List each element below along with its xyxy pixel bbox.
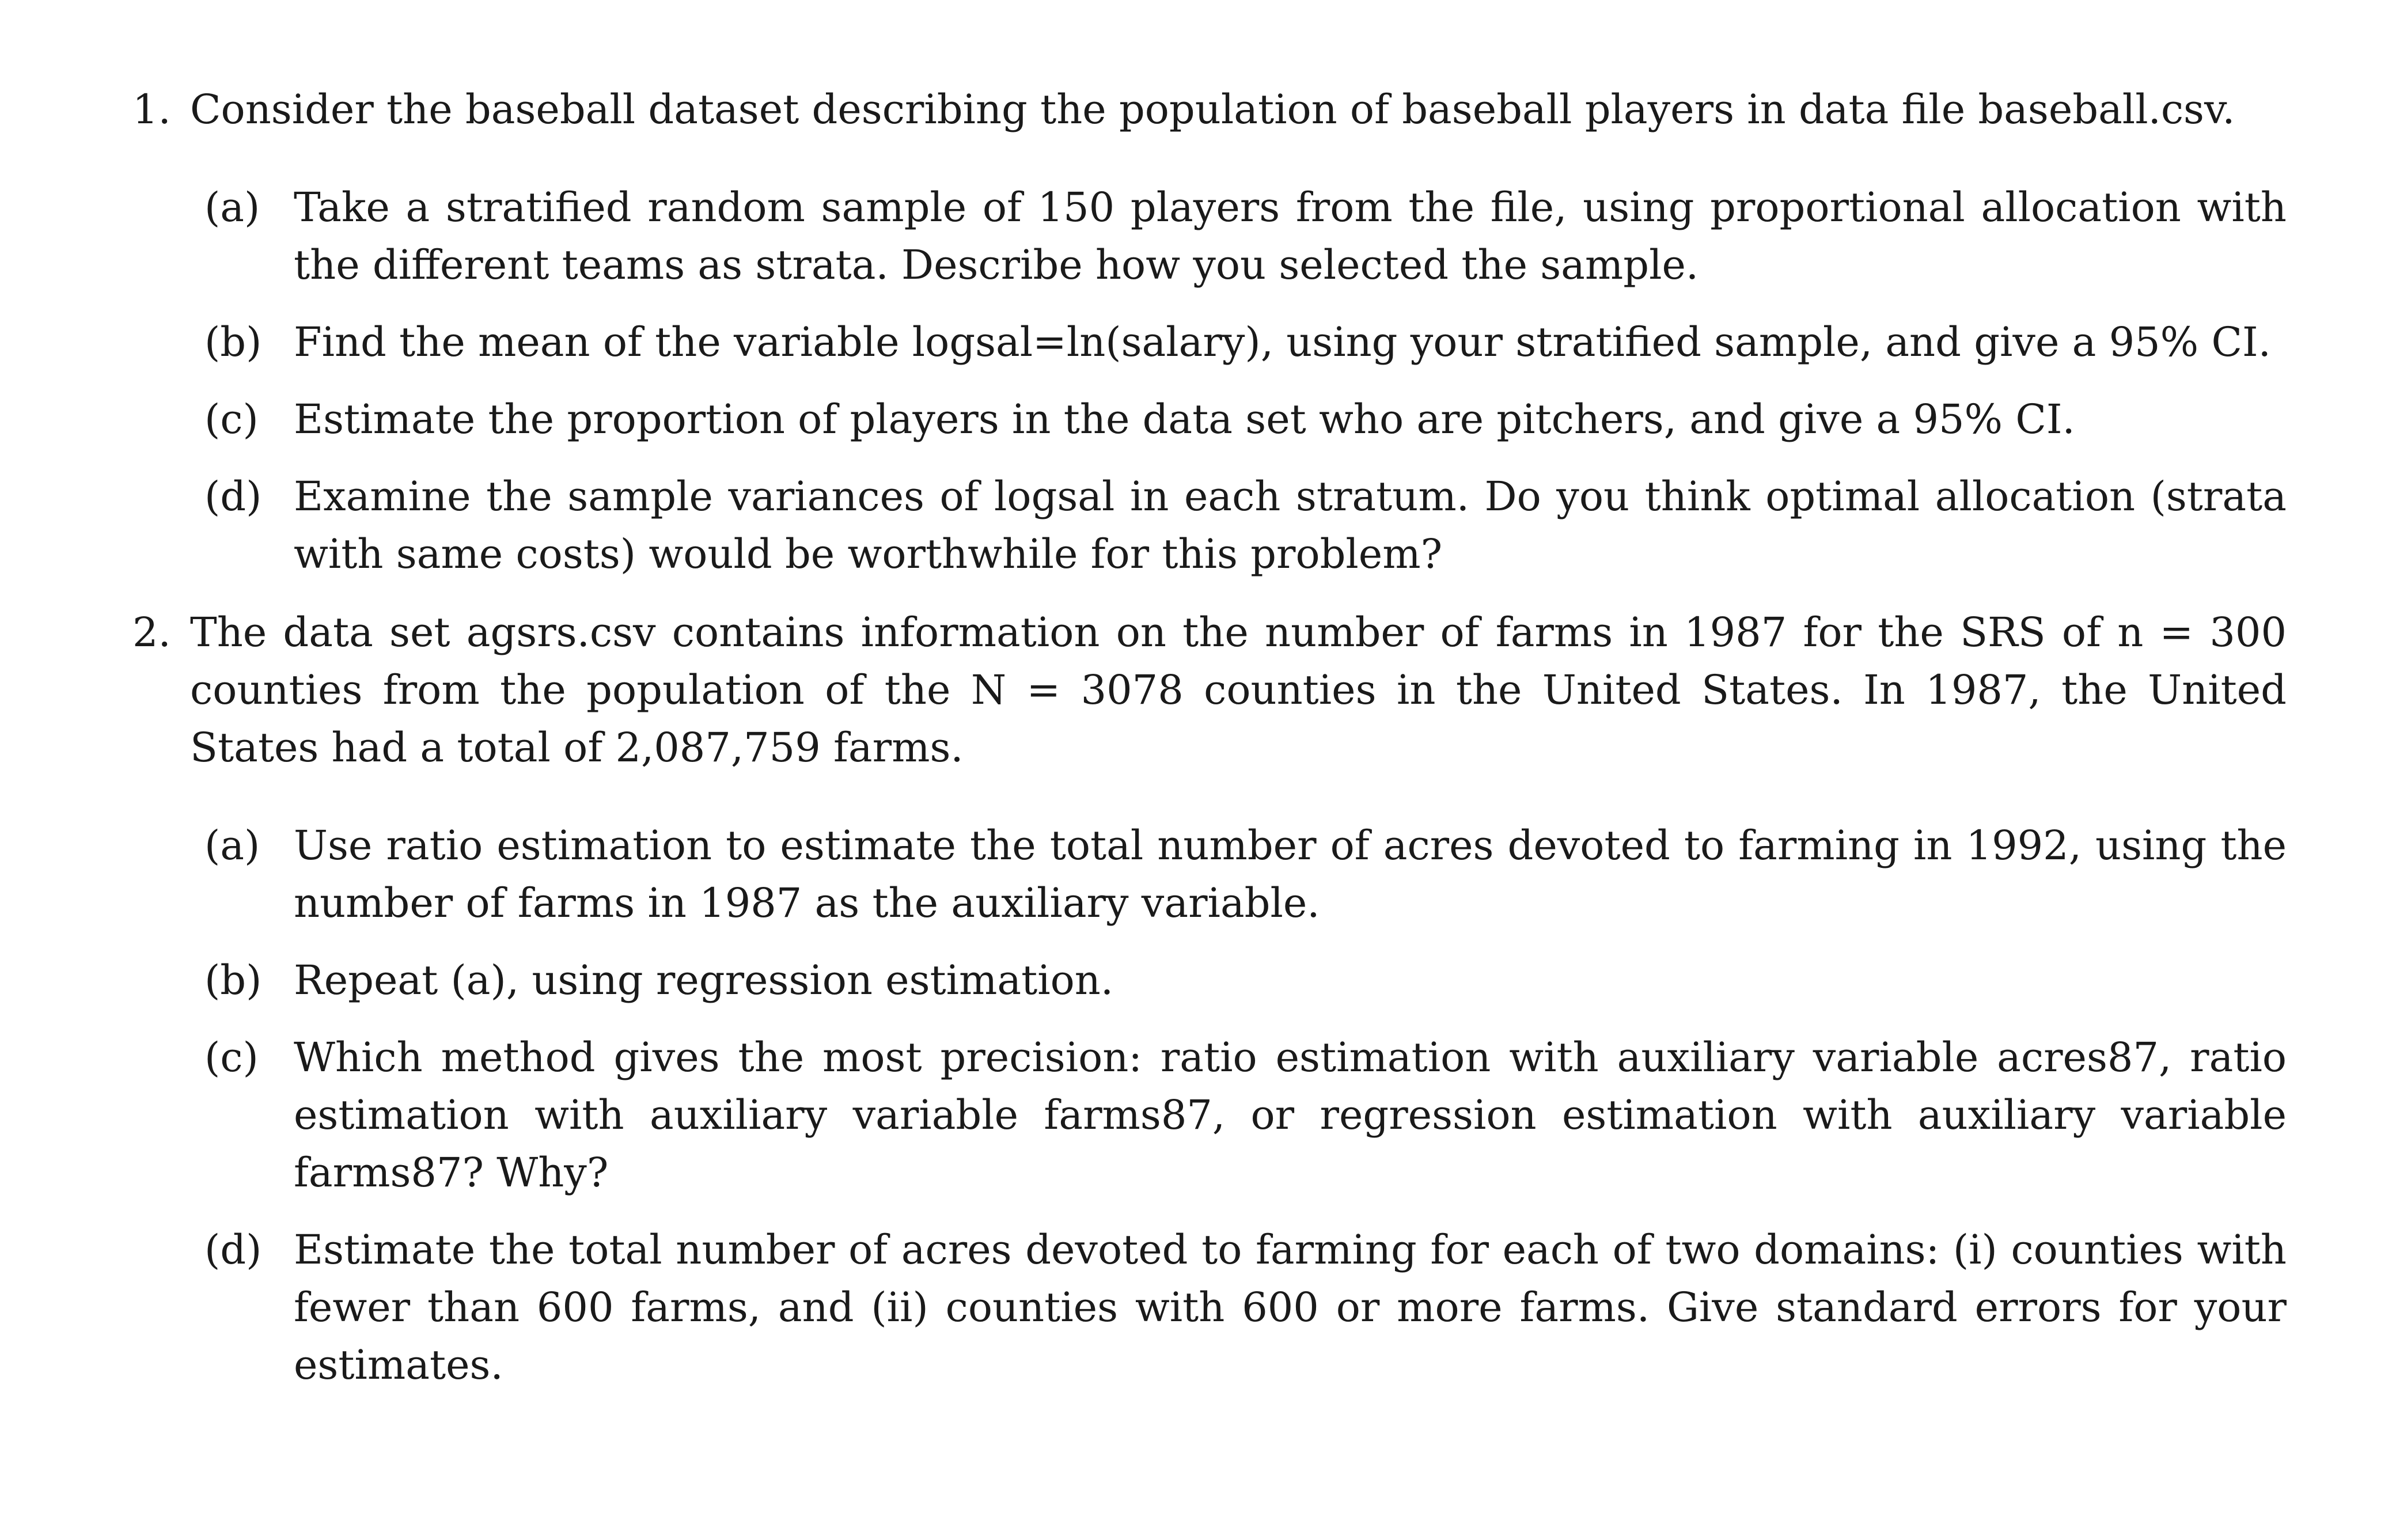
question-2-stem bbox=[132, 604, 2287, 776]
problem-set bbox=[132, 81, 2287, 1413]
part-text: Take a stratified random sample of 150 players from the file, using proportional allocation with the different teams as strata. Describe how you selected the sample. bbox=[294, 184, 2287, 289]
part-text: Repeat (a), using regression estimation. bbox=[294, 957, 1114, 1004]
question-1-part-a bbox=[132, 179, 2287, 294]
question-1 bbox=[132, 81, 2287, 583]
question-2-part-b bbox=[132, 951, 2287, 1009]
question-1-part-c bbox=[132, 390, 2287, 448]
question-text: Consider the baseball dataset describing the population of baseball players in data file baseball.csv. bbox=[190, 86, 2235, 133]
question-2-part-c bbox=[132, 1029, 2287, 1201]
part-label: (b) bbox=[204, 318, 262, 366]
part-text: Use ratio estimation to estimate the total number of acres devoted to farming in 1992, using the number of farms in 1987 as the auxiliary variable. bbox=[294, 822, 2287, 927]
part-text: Find the mean of the variable logsal=ln(salary), using your stratified sample, and give a 95% CI. bbox=[294, 318, 2271, 366]
question-2 bbox=[132, 604, 2287, 1394]
part-label: (d) bbox=[204, 473, 262, 520]
part-text: Which method gives the most precision: ratio estimation with auxiliary variable acres87, ratio estimation with auxiliary variable farms87, or regression estimation with auxiliary variable farms87? Why? bbox=[294, 1034, 2287, 1196]
question-number: 1. bbox=[132, 86, 171, 133]
part-label: (a) bbox=[204, 822, 260, 869]
part-label: (d) bbox=[204, 1226, 262, 1273]
question-number: 2. bbox=[132, 609, 171, 656]
question-1-part-d bbox=[132, 468, 2287, 583]
part-label: (c) bbox=[204, 1034, 259, 1081]
question-1-part-b bbox=[132, 313, 2287, 371]
question-1-parts bbox=[132, 179, 2287, 583]
part-label: (c) bbox=[204, 396, 259, 443]
question-2-part-d bbox=[132, 1221, 2287, 1394]
part-text: Estimate the proportion of players in the data set who are pitchers, and give a 95% CI. bbox=[294, 396, 2075, 443]
question-text: The data set agsrs.csv contains information on the number of farms in 1987 for the SRS of n = 300 counties from the population of the N = 3078 counties in the United States. In 1987, the United States had a total of 2,087,759 farms. bbox=[190, 609, 2287, 771]
question-1-stem bbox=[132, 81, 2287, 138]
question-2-part-a bbox=[132, 817, 2287, 932]
question-2-parts bbox=[132, 817, 2287, 1394]
part-text: Examine the sample variances of logsal in each stratum. Do you think optimal allocation (strata with same costs) would be worthwhile for this problem? bbox=[294, 473, 2287, 578]
part-label: (b) bbox=[204, 957, 262, 1004]
part-text: Estimate the total number of acres devoted to farming for each of two domains: (i) counties with fewer than 600 farms, and (ii) counties with 600 or more farms. Give standard errors for your estimates. bbox=[294, 1226, 2287, 1389]
part-label: (a) bbox=[204, 184, 260, 231]
